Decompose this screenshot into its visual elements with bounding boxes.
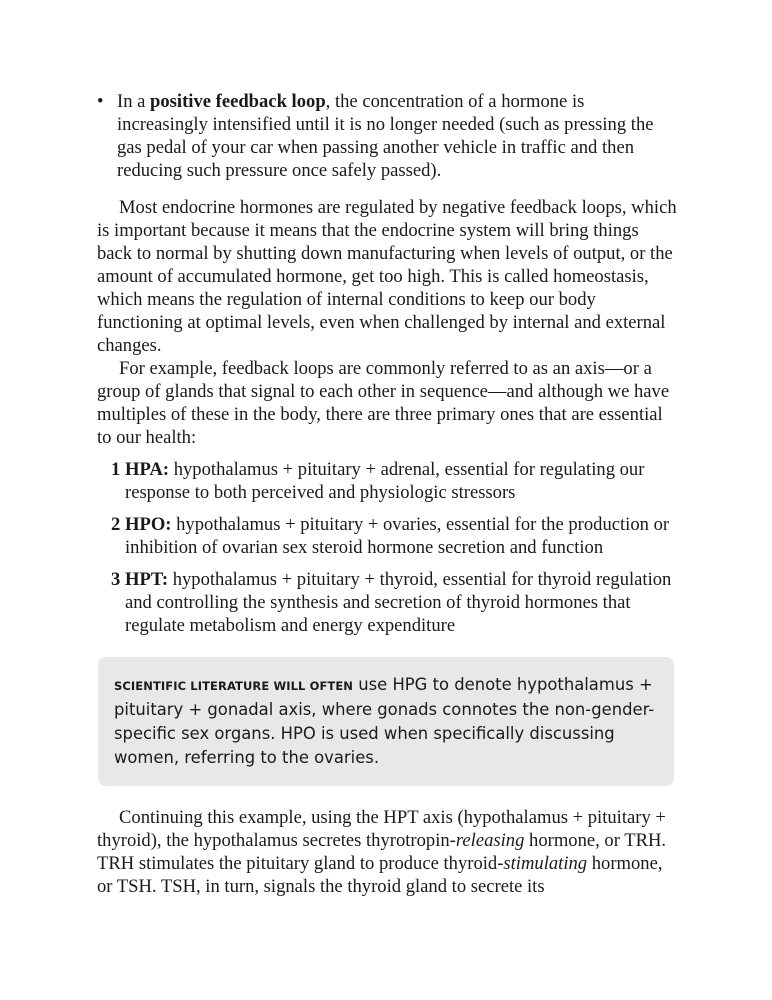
closing-part1: Continuing this example, using the HPT axis (hypothalamus + pituitary + thyroid), the hypothalamus secretes thyrotropin- xyxy=(97,807,666,851)
bullet-dot-icon: • xyxy=(97,91,104,112)
callout-box xyxy=(98,657,674,786)
document-page xyxy=(97,90,677,898)
paragraph-hpt-example xyxy=(97,806,677,898)
bullet-text: , the concentration of a hormone is increasingly intensified until it is no longer needed (such as pressing the gas pedal of your car when passing another vehicle in traffic and then reducing such pressure once safely passed). xyxy=(117,91,654,181)
axis-list xyxy=(97,458,677,637)
bullet-positive-feedback xyxy=(97,90,677,182)
list-item-hpa xyxy=(97,458,677,504)
callout-text: use HPG to denote hypothalamus + pituitary + gonadal axis, where gonads connotes the non-gender-specific sex organs. HPO is used when specifically discussing women, referring to the ovaries. xyxy=(114,675,655,767)
closing-italic-stimulating: stimulating xyxy=(503,853,588,874)
list-item-hpo xyxy=(97,513,677,559)
list-item-name: HPT: xyxy=(125,569,169,590)
list-item-text: hypothalamus + pituitary + ovaries, essential for the production or inhibition of ovarian sex steroid hormone secretion and function xyxy=(125,514,670,558)
list-item-name: HPA: xyxy=(125,459,170,480)
paragraph-axis-intro: For example, feedback loops are commonly referred to as an axis—or a group of glands that signal to each other in sequence—and although we have multiples of these in the body, there are three primary ones that are essential to our health: xyxy=(97,358,670,448)
closing-italic-releasing: releasing xyxy=(455,830,525,851)
list-item-text: hypothalamus + pituitary + adrenal, essential for regulating our response to both perceived and physiologic stressors xyxy=(125,459,645,503)
paragraph-homeostasis: Most endocrine hormones are regulated by negative feedback loops, which is important because it means that the endocrine system will bring things back to normal by shutting down manufacturing when levels of output, or the amount of accumulated hormone, get too high. This is called homeostasis, which means the regulation of internal conditions to keep our body functioning at optimal levels, even when challenged by internal and external changes. xyxy=(97,197,677,356)
list-number: 2 xyxy=(111,514,121,535)
callout-lead: SCIENTIFIC LITERATURE WILL OFTEN xyxy=(114,679,354,693)
list-item-name: HPO: xyxy=(125,514,172,535)
bullet-prefix: In a xyxy=(117,91,151,112)
list-item-text: hypothalamus + pituitary + thyroid, essential for thyroid regulation and controlling the synthesis and secretion of thyroid hormones that regulate metabolism and energy expenditure xyxy=(125,569,672,636)
list-number: 3 xyxy=(111,569,121,590)
list-number: 1 xyxy=(111,459,121,480)
list-item-hpt xyxy=(97,568,677,637)
bullet-term: positive feedback loop xyxy=(150,91,326,112)
closing-part3: hormone, or TSH. TSH, in turn, signals the thyroid gland to secrete its xyxy=(97,853,663,897)
closing-part2: hormone, or TRH. TRH stimulates the pituitary gland to produce thyroid- xyxy=(97,830,667,874)
